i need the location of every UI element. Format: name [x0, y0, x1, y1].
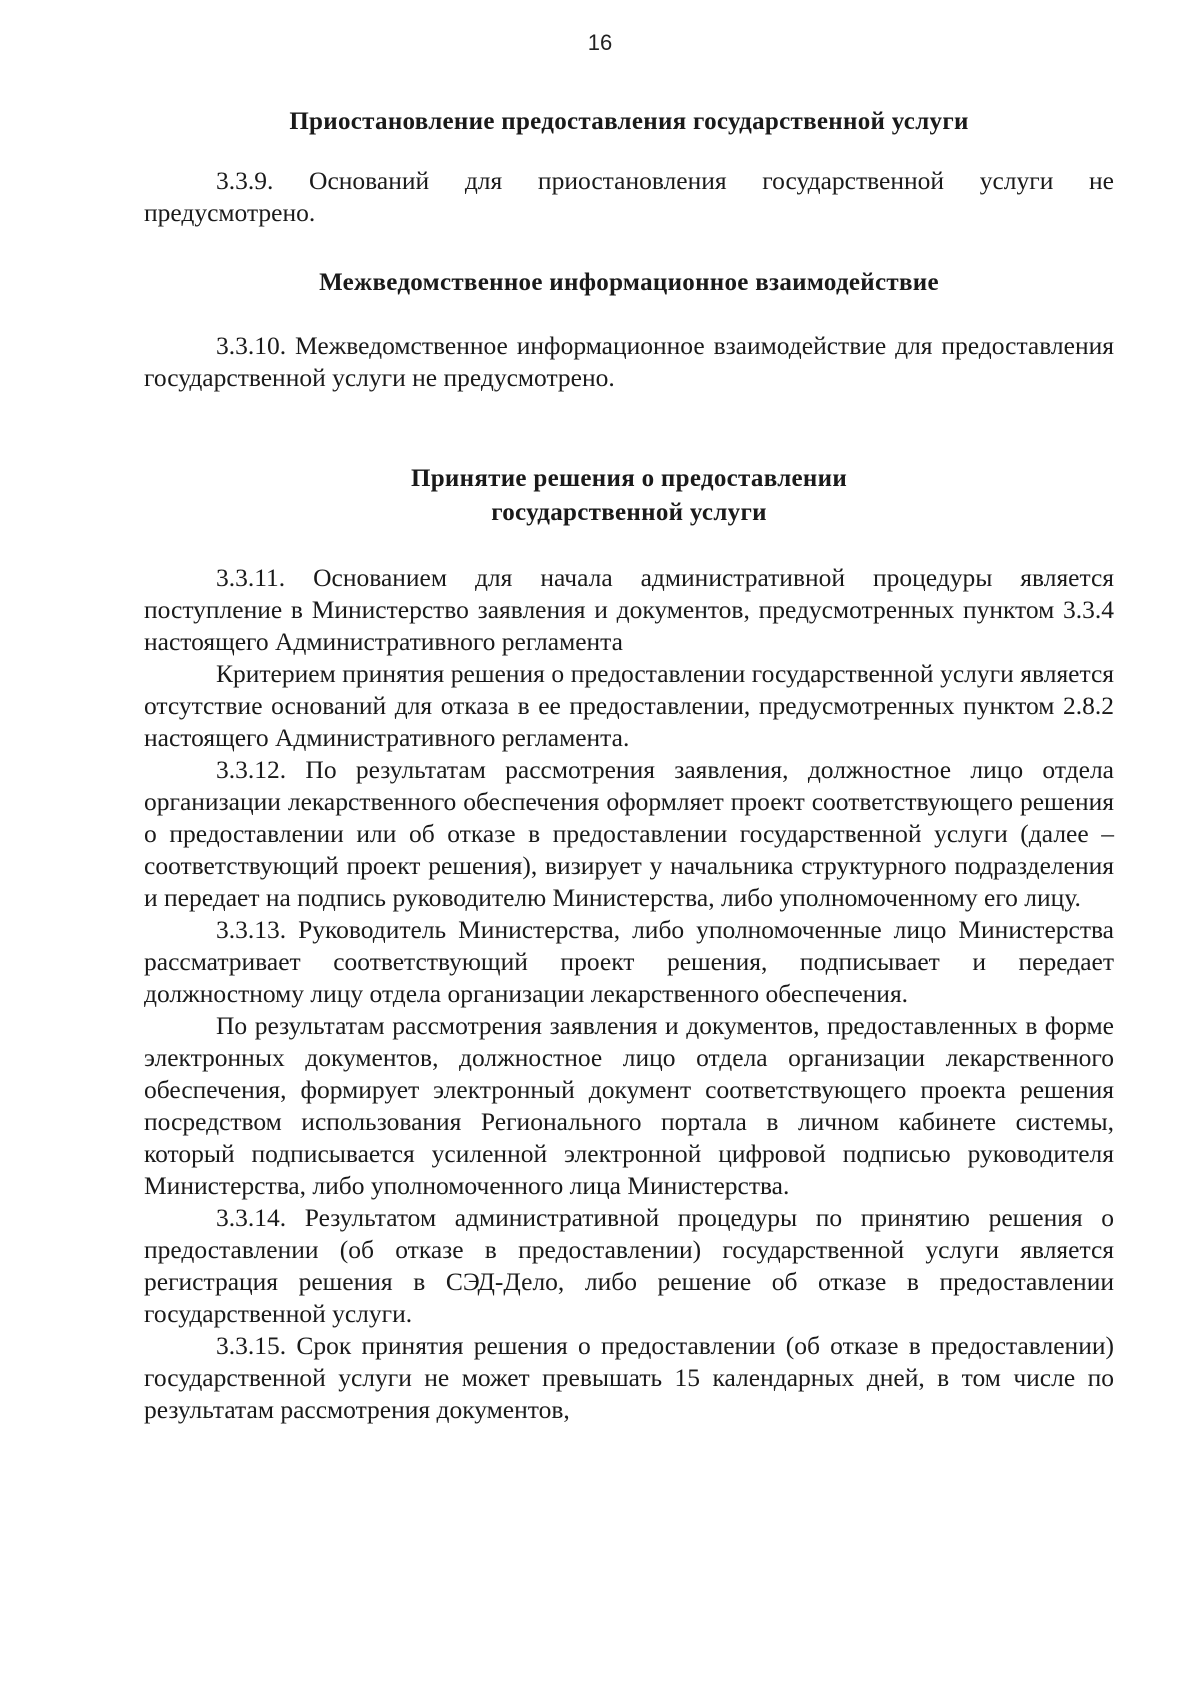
paragraph-3-3-10: 3.3.10. Межведомственное информационное взаимодействие для предоставления государственной услуги не предусмотрено.: [144, 331, 1114, 392]
section-heading-suspension: Приостановление предоставления государственной услуги: [289, 108, 969, 135]
paragraph-criteria: Критерием принятия решения о предоставлении государственной услуги является отсутствие оснований для отказа в ее предоставлении, предусмотренных пунктом 2.8.2 настоящего Административного регламента.: [144, 659, 1114, 752]
paragraph-3-3-13: 3.3.13. Руководитель Министерства, либо уполномоченные лицо Министерства рассматривает соответствующий проект решения, подписывает и передает должностному лицу отдела организации лекарственного обеспечения.: [144, 915, 1114, 1008]
paragraph-3-3-14: 3.3.14. Результатом административной процедуры по принятию решения о предоставлении (об отказе в предоставлении) государственной услуги является регистрация решения в СЭД-Дело, либо решение об отказе в предоставлении государственной услуги.: [144, 1203, 1114, 1328]
section-heading-interagency: Межведомственное информационное взаимодействие: [319, 269, 939, 296]
paragraph-3-3-12: 3.3.12. По результатам рассмотрения заявления, должностное лицо отдела организации лекарственного обеспечения оформляет проект соответствующего решения о предоставлении или об отказе в предоставлении государственной услуги (далее – соответствующий проект решения), визирует у начальника структурного подразделения и передает на подпись руководителю Министерства, либо уполномоченному его лицу.: [144, 755, 1114, 912]
document-body: [144, 105, 1114, 1426]
paragraph-3-3-9: 3.3.9. Оснований для приостановления государственной услуги не предусмотрено.: [144, 166, 1114, 227]
section-heading-decision-line2: государственной услуги: [491, 499, 767, 526]
paragraph-electronic-documents: По результатам рассмотрения заявления и документов, предоставленных в форме электронных документов, должностное лицо отдела организации лекарственного обеспечения, формирует электронный документ соответствующего проекта решения посредством использования Регионального портала в личном кабинете системы, который подписывается усиленной электронной цифровой подписью руководителя Министерства, либо уполномоченного лица Министерства.: [144, 1011, 1114, 1200]
section-heading-decision: [144, 462, 1114, 530]
paragraph-3-3-11: 3.3.11. Основанием для начала административной процедуры является поступление в Министерство заявления и документов, предусмотренных пунктом 3.3.4 настоящего Административного регламента: [144, 563, 1114, 656]
page-number: 16: [587, 30, 613, 55]
paragraph-3-3-15: 3.3.15. Срок принятия решения о предоставлении (об отказе в предоставлении) государственной услуги не может превышать 15 календарных дней, в том числе по результатам рассмотрения документов,: [144, 1331, 1114, 1424]
section-heading-decision-line1: Принятие решения о предоставлении: [410, 465, 848, 492]
